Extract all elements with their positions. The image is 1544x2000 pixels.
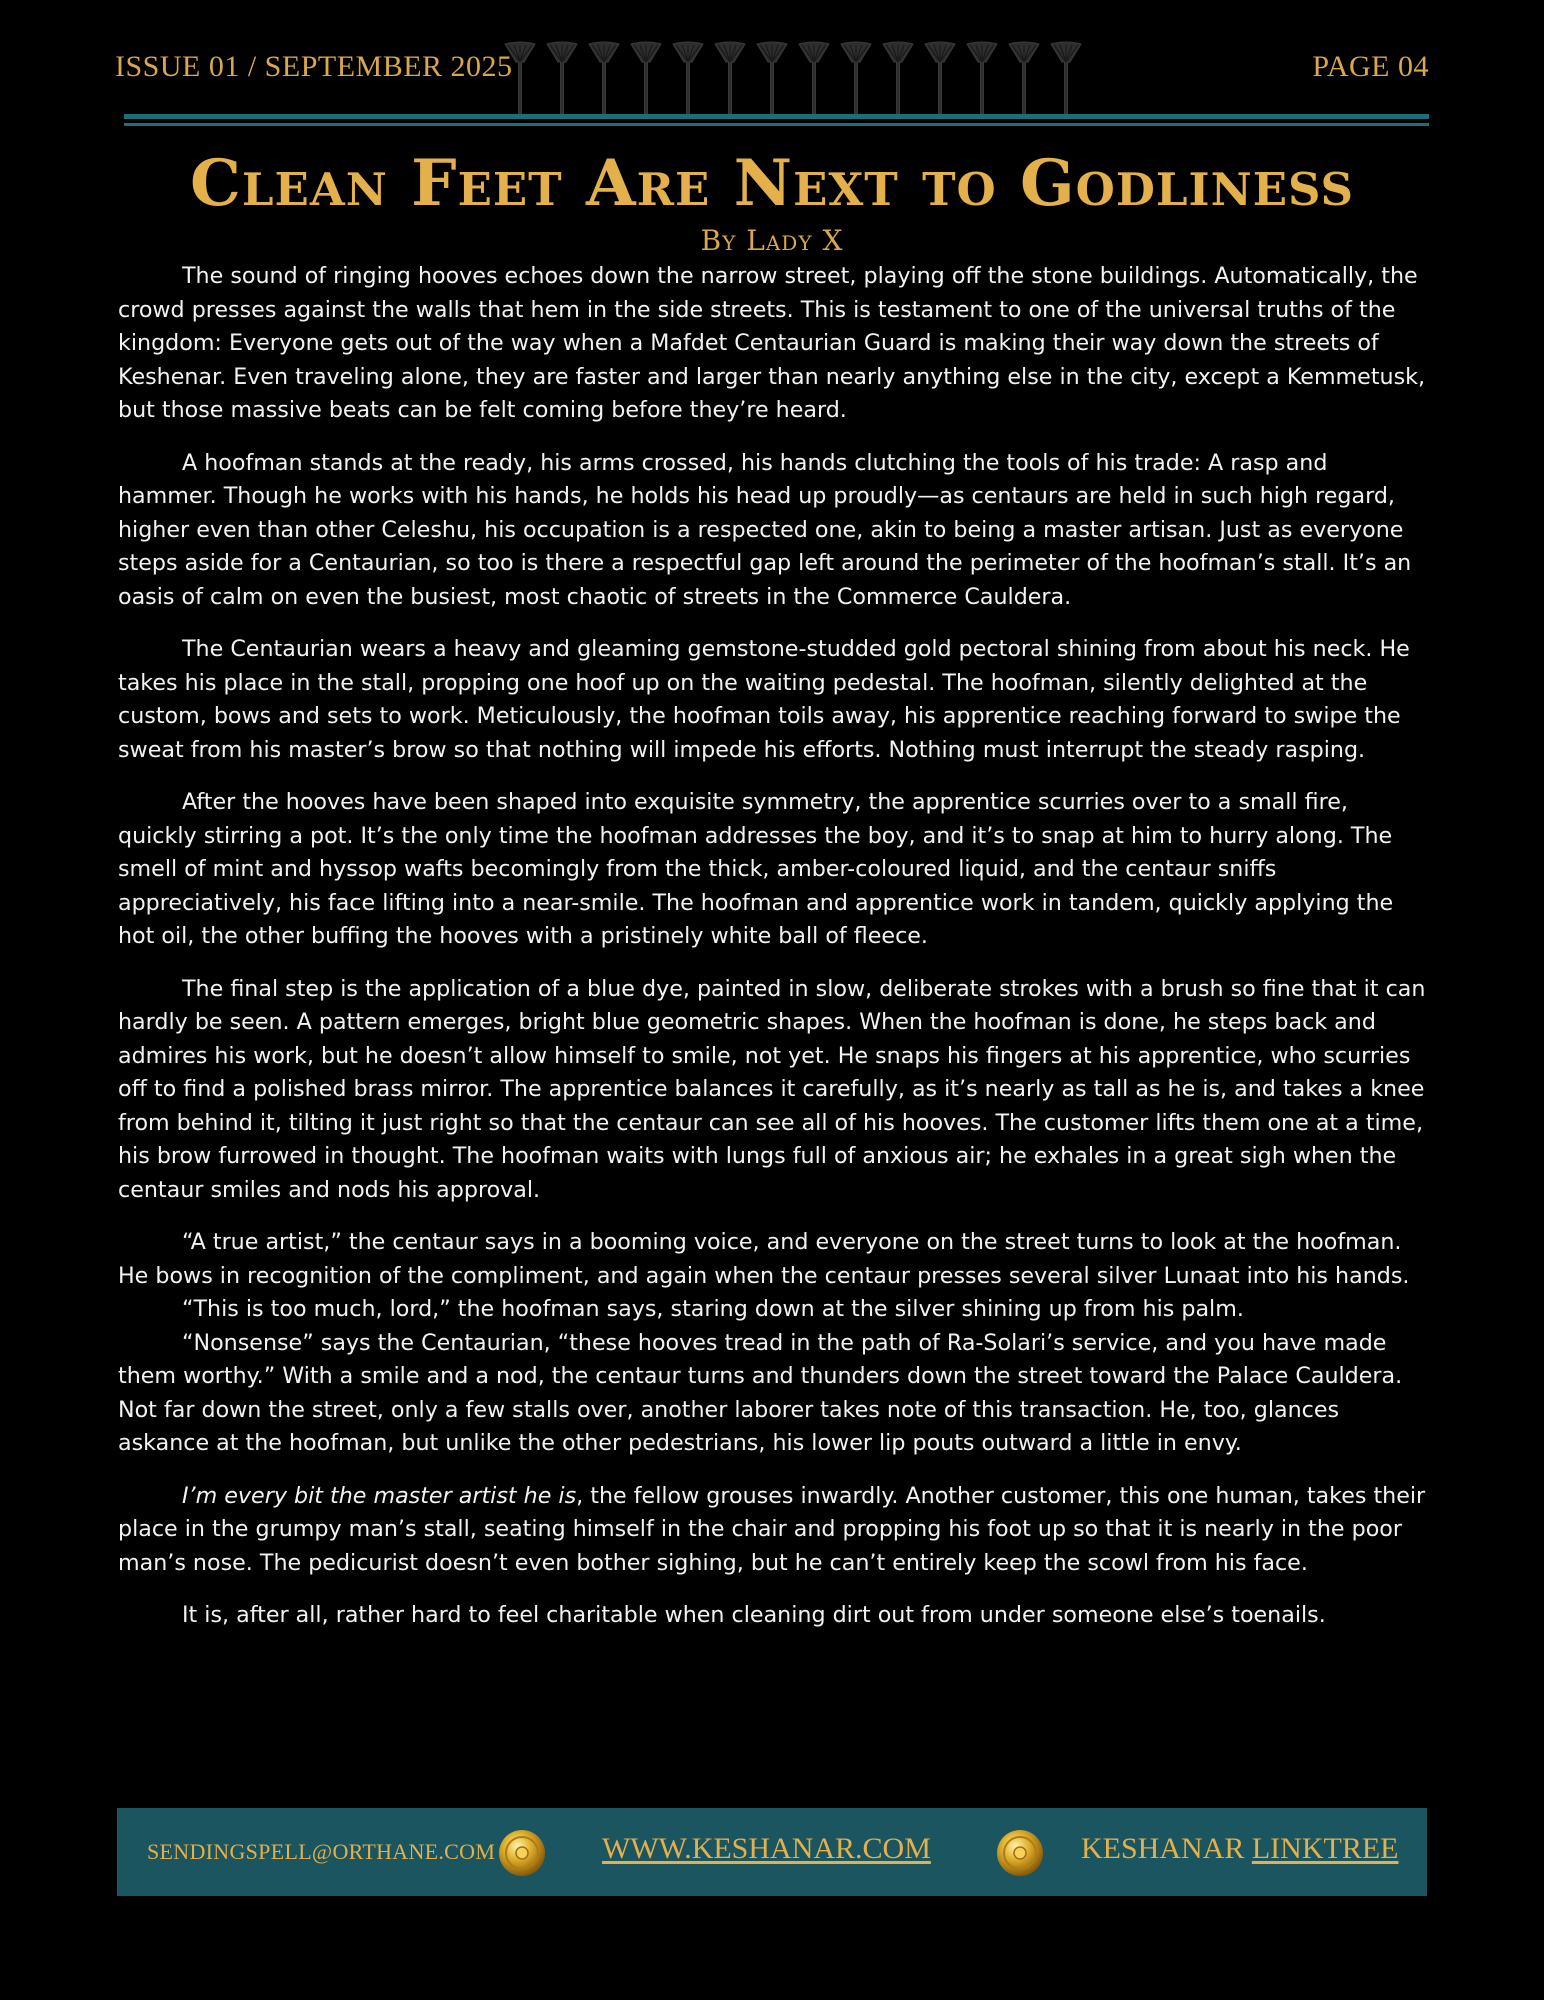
linktree-label: [1081, 1832, 1399, 1866]
email-link[interactable]: SENDINGSPELL@ORTHANE.COM: [147, 1839, 496, 1864]
paragraph: The final step is the application of a blue dye, painted in slow, deliberate strokes with a brush so fine that it can hardly be seen. A pattern emerges, bright blue geometric shapes. When the hoofman is done, he steps back and admires his work, but he doesn’t allow himself to smile, not yet. He snaps his fingers at his apprentice, who scurries off to find a polished brass mirror. The apprentice balances it carefully, as it’s nearly as tall as he is, and takes a knee from behind it, tilting it just right so that the centaur can see all of his hooves. The customer lifts them one at a time, his brow furrowed in thought. The hoofman waits with lungs full of anxious air; he exhales in a great sigh when the centaur smiles and nods his approval.: [118, 975, 1426, 1203]
paragraph: It is, after all, rather hard to feel charitable when cleaning dirt out from under someone else’s toenails.: [182, 1602, 1326, 1628]
italic-thought: I’m every bit the master artist he is: [182, 1482, 577, 1509]
footer-bar: [117, 1808, 1427, 1896]
paragraph: The sound of ringing hooves echoes down the narrow street, playing off the stone buildings. Automatically, the crowd presses against the walls that hem in the side streets. This is testament to one of the universal truths of the kingdom: Everyone gets out of the way when a Mafdet Centaurian Guard is making their way down the streets of Keshenar. Even traveling alone, they are faster and larger than nearly anything else in the city, except a Kemmetusk, but those massive beats can be felt coming before they’re heard.: [118, 263, 1426, 423]
issue-label: ISSUE 01 / SEPTEMBER 2025: [115, 50, 513, 83]
paragraph: “A true artist,” the centaur says in a booming voice, and everyone on the street turns to look at the hoofman. He bows in recognition of the compliment, and again when the centaur presses several silver Lunaat into his hands.: [118, 1229, 1410, 1289]
papyrus-frieze-icon: [497, 40, 1087, 115]
linktree-link[interactable]: LINKTREE: [1251, 1832, 1399, 1865]
paragraph-text: , the fellow grouses inwardly. Another customer, this one human, takes their place in the grumpy man’s stall, seating himself in the chair and propping his foot up so that it is nearly in the poor man’s nose. The pedicurist doesn’t even bother sighing, but he can’t entirely keep the scowl from his face.: [118, 1482, 1426, 1576]
website-link[interactable]: WWW.KESHANAR.COM: [602, 1832, 931, 1865]
page-number: PAGE 04: [1312, 50, 1429, 83]
gold-coin-icon: [497, 1828, 547, 1878]
linktree-prefix: KESHANAR: [1081, 1832, 1252, 1865]
paragraph: “This is too much, lord,” the hoofman says, staring down at the silver shining up from his palm.: [182, 1296, 1244, 1322]
paragraph: [118, 1480, 1428, 1581]
article-byline: By Lady X: [700, 224, 844, 257]
paragraph: A hoofman stands at the ready, his arms crossed, his hands clutching the tools of his trade: A rasp and hammer. Though he works with his hands, he holds his head up proudly—as centaurs are held in such high regard, higher even than other Celeshu, his occupation is a respected one, akin to being a master artisan. Just as everyone steps aside for a Centaurian, so too is there a respectful gap left around the perimeter of the hoofman’s stall. It’s an oasis of calm on even the busiest, most chaotic of streets in the Commerce Cauldera.: [118, 449, 1412, 610]
gold-coin-icon: [995, 1828, 1045, 1878]
header-divider: [124, 114, 1429, 126]
paragraph: “Nonsense” says the Centaurian, “these hooves tread in the path of Ra-Solari’s service, and you have made them worthy.” With a smile and a nod, the centaur turns and thunders down the street toward the Palace Cauldera. Not far down the street, only a few stalls over, another laborer takes note of this transaction. He, too, glances askance at the hoofman, but unlike the other pedestrians, his lower lip pouts outward a little in envy.: [118, 1329, 1403, 1456]
paragraph: The Centaurian wears a heavy and gleaming gemstone-studded gold pectoral shining from about his neck. He takes his place in the stall, propping one hoof up on the waiting pedestal. The hoofman, silently delighted at the custom, bows and sets to work. Meticulously, the hoofman toils away, his apprentice reaching forward to swipe the sweat from his master’s brow so that nothing will impede his efforts. Nothing must interrupt the steady rasping.: [118, 636, 1410, 763]
paragraph: After the hooves have been shaped into exquisite symmetry, the apprentice scurries over to a small fire, quickly stirring a pot. It’s the only time the hoofman addresses the boy, and it’s to snap at him to hurry along. The smell of mint and hyssop wafts becomingly from the thick, amber-coloured liquid, and the centaur sniffs appreciatively, his face lifting into a near-smile. The hoofman and apprentice work in tandem, quickly applying the hot oil, the other buffing the hooves with a pristinely white ball of fleece.: [118, 789, 1394, 949]
article-body: [118, 260, 1428, 1652]
page-header: [115, 40, 1429, 100]
article-title: Clean Feet Are Next to Godliness: [189, 146, 1355, 221]
